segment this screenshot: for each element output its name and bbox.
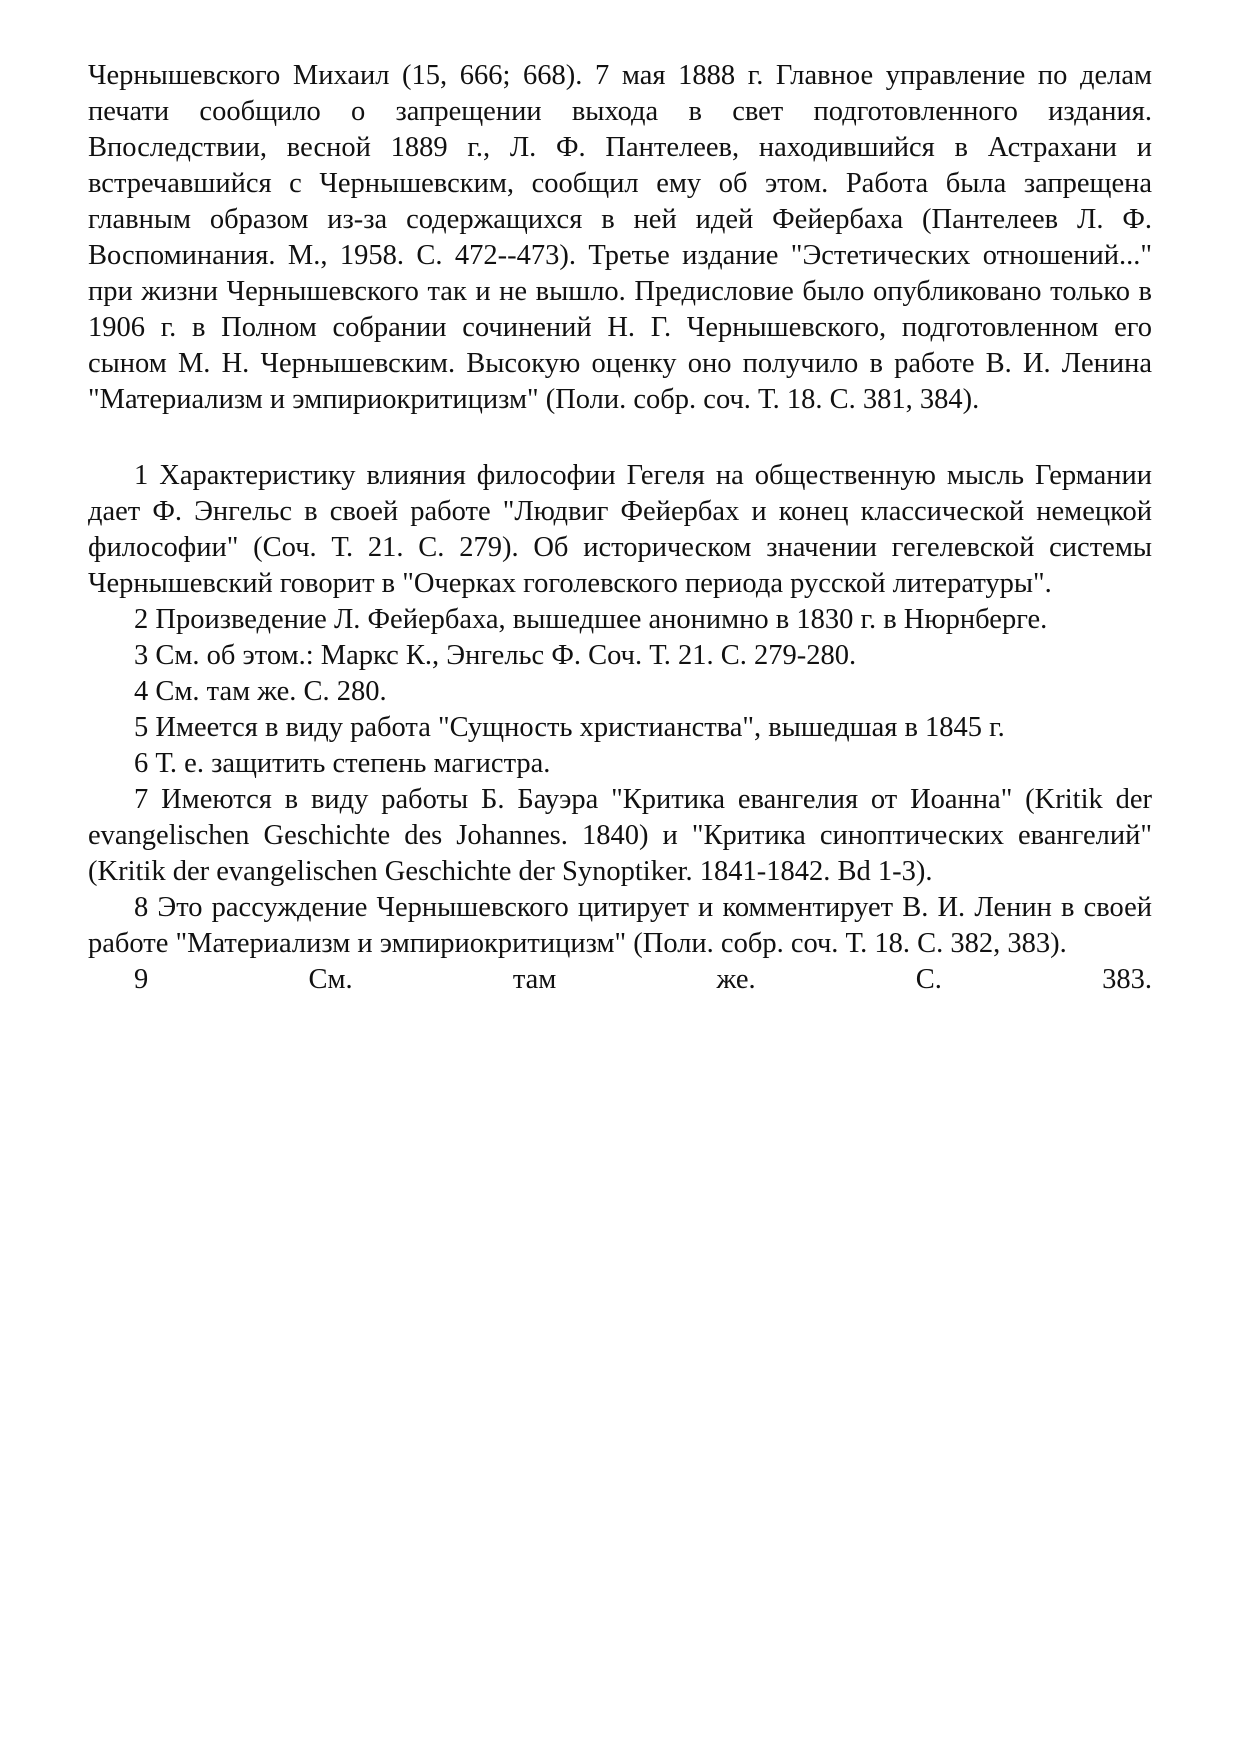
footnotes <box>88 458 1152 998</box>
footnote-5: 5 Имеется в виду работа "Сущность христианства", вышедшая в 1845 г. <box>134 712 1005 743</box>
document-page <box>88 58 1152 998</box>
footnote-7: 7 Имеются в виду работы Б. Бауэра "Критика евангелия от Иоанна" (Kritik der evangelischen Geschichte des Johannes. 1840) и "Критика синоптических евангелий" (Kritik der evangelischen Geschichte der Synoptiker. 1841-1842. Bd 1-3). <box>88 784 1152 887</box>
footnote-3: 3 См. об этом.: Маркс К., Энгельс Ф. Соч. Т. 21. С. 279-280. <box>134 640 857 671</box>
footnote-1: 1 Характеристику влияния философии Гегеля на общественную мысль Германии дает Ф. Энгельс в своей работе "Людвиг Фейербах и конец классической немецкой философии" (Соч. Т. 21. С. 279). Об историческом значении гегелевской системы Чернышевский говорит в "Очерках гоголевского периода русской литературы". <box>88 460 1152 599</box>
footnote-6: 6 Т. е. защитить степень магистра. <box>134 748 551 779</box>
footnote-8: 8 Это рассуждение Чернышевского цитирует и комментирует В. И. Ленин в своей работе "Материализм и эмпириокритицизм" (Поли. собр. соч. Т. 18. С. 382, 383). <box>88 892 1152 959</box>
paragraph-gap <box>88 418 1152 458</box>
body-paragraph: Чернышевского Михаил (15, 666; 668). 7 мая 1888 г. Главное управление по делам печати сообщило о запрещении выхода в свет подготовленного издания. Впоследствии, весной 1889 г., Л. Ф. Пантелеев, находившийся в Астрахани и встречавшийся с Чернышевским, сообщил ему об этом. Работа была запрещена главным образом из-за содержащихся в ней идей Фейербаха (Пантелеев Л. Ф. Воспоминания. М., 1958. С. 472--473). Третье издание "Эстетических отношений..." при жизни Чернышевского так и не вышло. Предисловие было опубликовано только в 1906 г. в Полном собрании сочинений Н. Г. Чернышевского, подготовленном его сыном М. Н. Чернышевским. Высокую оценку оно получило в работе В. И. Ленина "Материализм и эмпириокритицизм" (Поли. собр. соч. Т. 18. С. 381, 384). <box>88 60 1152 415</box>
footnote-2: 2 Произведение Л. Фейербаха, вышедшее анонимно в 1830 г. в Нюрнберге. <box>134 604 1048 635</box>
footnote-4: 4 См. там же. С. 280. <box>134 676 387 707</box>
footnote-9: 9 См. там же. С. 383. <box>134 964 1152 995</box>
